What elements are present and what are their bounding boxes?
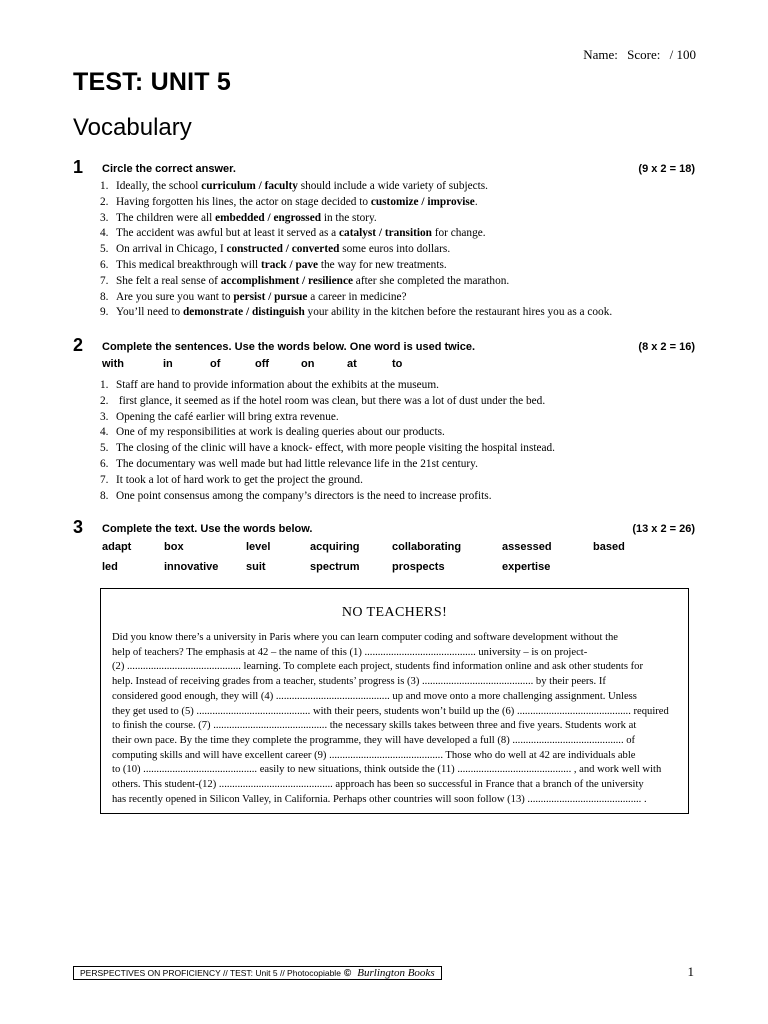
text-line: to finish the course. (7) ........................................... the necessary skills takes between three and five years. Students work at <box>112 720 637 732</box>
text-line: considered good enough, they will (4) ........................................... up and move onto a more challenging assignment. Unless <box>112 690 637 702</box>
answer-options[interactable]: track / pave <box>260 258 319 271</box>
exercise-2-number: 2 <box>73 335 84 355</box>
exercise-item <box>100 290 612 306</box>
exercise-item <box>100 425 555 441</box>
word-bank-word: adapt <box>102 541 132 553</box>
text-line: help of teachers? The emphasis at 42 – the name of this (1) .......................................... university – is on project- <box>112 646 588 658</box>
item-text: Ideally, the school <box>116 180 202 192</box>
item-number: 7. <box>100 274 109 287</box>
item-number: 7. <box>100 473 109 486</box>
item-text: One of my responsibilities at work is dealing queries about our products. <box>116 426 445 439</box>
reading-text-body <box>112 631 682 807</box>
word-bank-word: of <box>210 358 221 370</box>
text-line: (2) ........................................... learning. To complete each project, students find information online and ask other students for <box>112 661 643 673</box>
answer-options[interactable]: demonstrate / distinguish <box>182 306 305 319</box>
exercise-item <box>100 305 612 321</box>
item-number: 4. <box>100 227 109 240</box>
text-line: their own pace. By the time they complete the programme, they will have developed a full (8) .......................................... of <box>112 734 636 746</box>
exercise-item <box>100 274 612 290</box>
text-line: help. Instead of receiving grades from a teacher, students’ progress is (3) .......................................... by their peers. If <box>112 676 606 688</box>
footer-label-box <box>73 966 442 980</box>
exercise-item <box>100 378 555 394</box>
reading-text-title: NO TEACHERS! <box>341 605 448 620</box>
item-text: in the story. <box>321 211 377 224</box>
reading-text-box <box>100 588 689 814</box>
item-number: 4. <box>100 426 109 439</box>
score-label: Score: <box>627 47 661 62</box>
item-text: Are you sure you want to <box>116 290 234 303</box>
text-line: they get used to (5) ........................................... with their peers, students won’t build up the (6) ........................................... required <box>112 705 669 717</box>
item-number: 5. <box>100 243 109 256</box>
item-text: The children were all <box>116 211 216 224</box>
exercise-item <box>100 489 555 505</box>
text-line: others. This student-(12) ........................................... approach has been so successful in France that a branch of the university <box>112 779 644 791</box>
item-text: should include a wide variety of subjects. <box>297 180 488 192</box>
item-text: She felt a real sense of <box>116 274 221 287</box>
text-line: Did you know there’s a university in Paris where you can learn computer coding and software development without the <box>112 632 619 643</box>
exercise-2-instruction: Complete the sentences. Use the words below. One word is used twice. <box>102 341 476 353</box>
item-text: for change. <box>431 227 486 240</box>
test-title: TEST: UNIT 5 <box>73 68 231 96</box>
exercise-3-instruction: Complete the text. Use the words below. <box>102 523 313 535</box>
footer-label: PERSPECTIVES ON PROFICIENCY // TEST: Unit 5 // Photocopiable <box>80 968 341 978</box>
word-bank-word: suit <box>246 561 266 573</box>
word-bank-word: expertise <box>502 561 551 573</box>
word-bank-word: innovative <box>164 561 219 573</box>
word-bank-word: led <box>102 561 118 573</box>
answer-options[interactable]: catalyst / transition <box>339 227 432 240</box>
item-text: This medical breakthrough will <box>116 258 261 271</box>
item-text: The documentary was well made but had little relevance life in the 21st century. <box>116 457 478 470</box>
word-bank-word: based <box>593 541 625 553</box>
answer-options[interactable]: embedded / engrossed <box>215 211 321 224</box>
word-bank-word: acquiring <box>310 541 360 553</box>
item-text: One point consensus among the company’s directors is the need to increase profits. <box>116 489 492 502</box>
score-total: / 100 <box>669 47 696 62</box>
item-number: 6. <box>100 258 109 271</box>
item-text: You’ll need to <box>116 306 183 319</box>
exercise-3-score: (13 x 2 = 26) <box>632 523 695 535</box>
item-text: a career in medicine? <box>307 290 407 303</box>
word-bank-word: level <box>246 541 271 553</box>
exercise-1-score: (9 x 2 = 18) <box>638 163 695 175</box>
item-number: 3. <box>100 410 109 423</box>
exercise-item <box>100 457 555 473</box>
item-text: the way for new treatments. <box>318 258 447 271</box>
exercise-item <box>100 226 612 242</box>
answer-options[interactable]: accomplishment / resilience <box>220 274 353 287</box>
item-number: 9. <box>100 306 109 319</box>
exercise-1-items <box>100 179 612 321</box>
item-text: first glance, it seemed as if the hotel room was clean, but there was a lot of dust under the bed. <box>116 394 546 407</box>
item-number: 2. <box>100 394 109 407</box>
exercise-item <box>100 179 612 195</box>
item-number: 1. <box>100 180 109 192</box>
item-text: Opening the café earlier will bring extra revenue. <box>116 410 339 423</box>
answer-options[interactable]: customize / improvise <box>370 195 475 208</box>
exercise-3-word-bank <box>102 541 662 575</box>
exercise-item <box>100 195 612 211</box>
item-text: after she completed the marathon. <box>352 274 510 287</box>
exercise-1-instruction: Circle the correct answer. <box>102 163 236 175</box>
exercise-3-number: 3 <box>73 517 84 537</box>
text-line: has recently opened in Silicon Valley, in California. Perhaps other countries will soon follow (13) ........................................... . <box>112 793 647 805</box>
word-bank-word: off <box>255 358 270 370</box>
copyright-symbol: © <box>343 968 352 979</box>
exercise-item <box>100 410 555 426</box>
answer-options[interactable]: persist / pursue <box>233 290 308 303</box>
word-bank-word: collaborating <box>392 541 462 553</box>
text-line: computing skills and will have excellent career (9) ........................................... Those who do well at 42 are individuals able <box>112 749 636 761</box>
name-score-header <box>577 47 696 63</box>
word-bank-word: spectrum <box>310 561 360 573</box>
item-text: Staff are hand to provide information about the exhibits at the museum. <box>116 379 439 391</box>
item-text: Having forgotten his lines, the actor on stage decided to <box>116 195 371 208</box>
answer-options[interactable]: constructed / converted <box>226 243 340 256</box>
item-number: 2. <box>100 195 109 208</box>
item-number: 6. <box>100 457 109 470</box>
item-number: 5. <box>100 442 109 455</box>
answer-options[interactable]: curriculum / faculty <box>201 180 298 192</box>
text-line: to (10) ........................................... easily to new situations, think outside the (11) ........................................... , and work well with <box>112 764 662 776</box>
word-bank-word: on <box>301 358 315 370</box>
word-bank-word: assessed <box>502 541 552 553</box>
item-number: 3. <box>100 211 109 224</box>
exercise-item <box>100 394 555 410</box>
page-number: 1 <box>687 964 694 979</box>
item-text: . <box>474 195 478 208</box>
word-bank-word: box <box>164 541 184 553</box>
word-bank-word: prospects <box>392 561 445 573</box>
exercise-2-word-bank <box>102 358 502 372</box>
publisher-logo: Burlington Books <box>357 967 435 979</box>
word-bank-word: with <box>102 358 124 370</box>
item-text: The accident was awful but at least it served as a <box>116 227 340 240</box>
item-text: some euros into dollars. <box>339 243 451 256</box>
item-number: 8. <box>100 489 109 502</box>
exercise-item <box>100 242 612 258</box>
word-bank-word: at <box>347 358 357 370</box>
word-bank-word: in <box>163 358 173 370</box>
exercise-2-items <box>100 378 555 504</box>
item-text: On arrival in Chicago, I <box>116 243 227 256</box>
item-text: your ability in the kitchen before the restaurant hires you as a cook. <box>304 306 613 319</box>
exercise-2-score: (8 x 2 = 16) <box>638 341 695 353</box>
exercise-item <box>100 211 612 227</box>
exercise-item <box>100 441 555 457</box>
name-label: Name: <box>583 47 618 62</box>
exercise-item <box>100 473 555 489</box>
item-text: The closing of the clinic will have a knock- effect, with more people visiting the hospital instead. <box>116 442 555 455</box>
exercise-1-number: 1 <box>73 157 84 177</box>
word-bank-word: to <box>392 358 403 370</box>
section-title: Vocabulary <box>73 114 192 141</box>
item-text: It took a lot of hard work to get the project the ground. <box>116 473 363 486</box>
exercise-item <box>100 258 612 274</box>
item-number: 1. <box>100 379 109 391</box>
item-number: 8. <box>100 290 109 303</box>
